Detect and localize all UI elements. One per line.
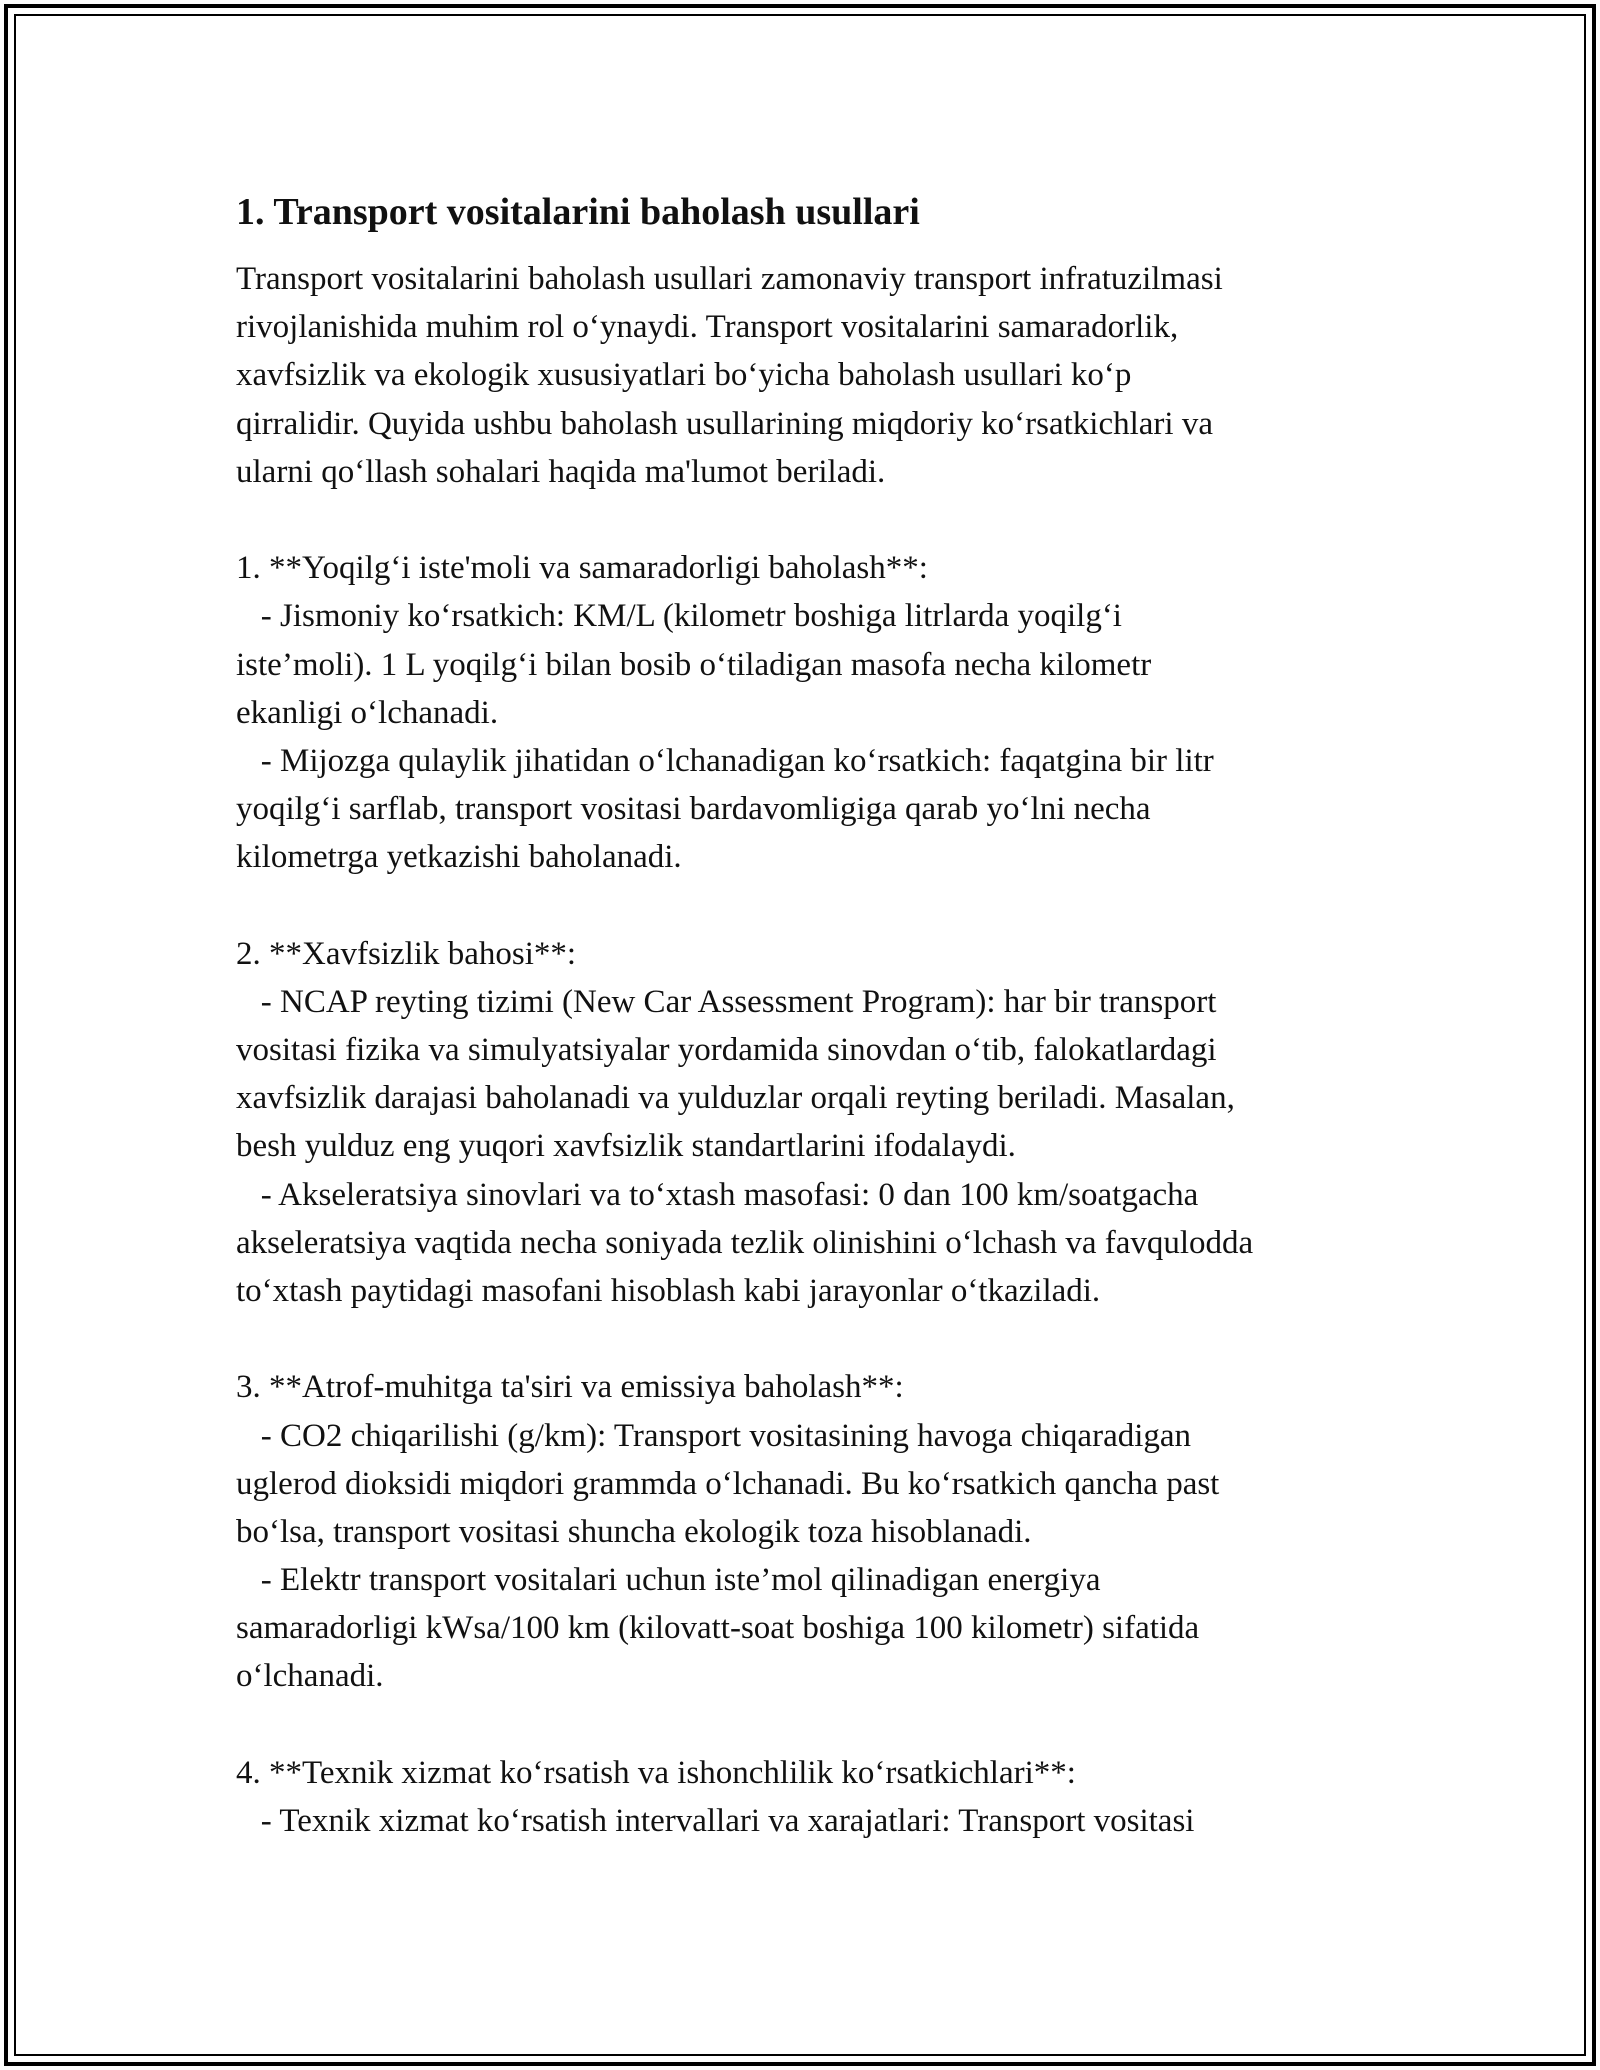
list-item-line: yoqilg‘i sarflab, transport vositasi bardavomligiga qarab yo‘lni necha [236,791,1151,828]
list-item-line: kilometrga yetkazishi baholanadi. [236,839,682,876]
list-item-line: bo‘lsa, transport vositasi shuncha ekologik toza hisoblanadi. [236,1513,1032,1550]
paragraph-gap [236,496,1376,544]
list-item-title: 2. **Xavfsizlik bahosi**: [236,935,577,972]
intro-line: xavfsizlik va ekologik xususiyatlari bo‘yicha baholash usullari ko‘p [236,357,1132,394]
list-item-line: besh yulduz eng yuqori xavfsizlik standartlarini ifodalaydi. [236,1128,1016,1165]
list-item-line: - Mijozga qulaylik jihatidan o‘lchanadigan ko‘rsatkich: faqatgina bir litr [236,742,1214,779]
list-item-line: akseleratsiya vaqtida necha soniyada tezlik olinishini o‘lchash va favqulodda [236,1224,1254,1261]
list-item-maintenance [236,1749,1376,1845]
list-item-environment [236,1363,1376,1700]
list-item-line: - Texnik xizmat ko‘rsatish intervallari va xarajatlari: Transport vositasi [236,1803,1195,1839]
list-item-safety [236,930,1376,1316]
list-item-fuel-efficiency [236,544,1376,881]
list-item-line: to‘xtash paytidagi masofani hisoblash kabi jarayonlar o‘tkaziladi. [236,1272,1101,1309]
intro-line: qirralidir. Quyida ushbu baholash usullarining miqdoriy ko‘rsatkichlari va [236,405,1213,442]
list-item-line: - Elektr transport vositalari uchun iste’mol qilinadigan energiya [236,1562,1101,1599]
section-heading: 1. Transport vositalarini baholash usullari [236,191,920,233]
list-item-line: o‘lchanadi. [236,1658,384,1695]
list-item-line: iste’moli). 1 L yoqilg‘i bilan bosib o‘tiladigan masofa necha kilometr [236,646,1152,683]
paragraph-gap [236,1315,1376,1363]
list-item-title: 3. **Atrof-muhitga ta'siri va emissiya baholash**: [236,1369,904,1406]
list-item-title: 4. **Texnik xizmat ko‘rsatish va ishonchlilik ko‘rsatkichlari**: [236,1754,1076,1791]
list-item-line: - CO2 chiqarilishi (g/km): Transport vositasining havoga chiqaradigan [236,1417,1192,1454]
list-item-line: ekanligi o‘lchanadi. [236,694,499,731]
list-item-title: 1. **Yoqilg‘i iste'moli va samaradorligi baholash**: [236,550,928,587]
intro-line: rivojlanishida muhim rol o‘ynaydi. Transport vositalarini samaradorlik, [236,309,1179,346]
paragraph-gap [236,1701,1376,1749]
list-item-line: vositasi fizika va simulyatsiyalar yordamida sinovdan o‘tib, falokatlardagi [236,1032,1217,1068]
paragraph-gap [236,881,1376,929]
list-item-line: uglerod dioksidi miqdori grammda o‘lchanadi. Bu ko‘rsatkich qancha past [236,1465,1220,1502]
document-page [236,186,1376,1845]
list-item-line: - NCAP reyting tizimi (New Car Assessment Program): har bir transport [236,983,1217,1020]
list-item-line: - Jismoniy ko‘rsatkich: KM/L (kilometr boshiga litrlarda yoqilg‘i [236,598,1122,635]
list-item-line: - Akseleratsiya sinovlari va to‘xtash masofasi: 0 dan 100 km/soatgacha [236,1176,1199,1213]
intro-line: Transport vositalarini baholash usullari zamonaviy transport infratuzilmasi [236,261,1223,297]
intro-paragraph [236,255,1376,496]
list-item-line: samaradorligi kWsa/100 km (kilovatt-soat boshiga 100 kilometr) sifatida [236,1610,1200,1647]
list-item-line: xavfsizlik darajasi baholanadi va yulduzlar orqali reyting beriladi. Masalan, [236,1080,1235,1117]
intro-line: ularni qo‘llash sohalari haqida ma'lumot beriladi. [236,453,886,490]
